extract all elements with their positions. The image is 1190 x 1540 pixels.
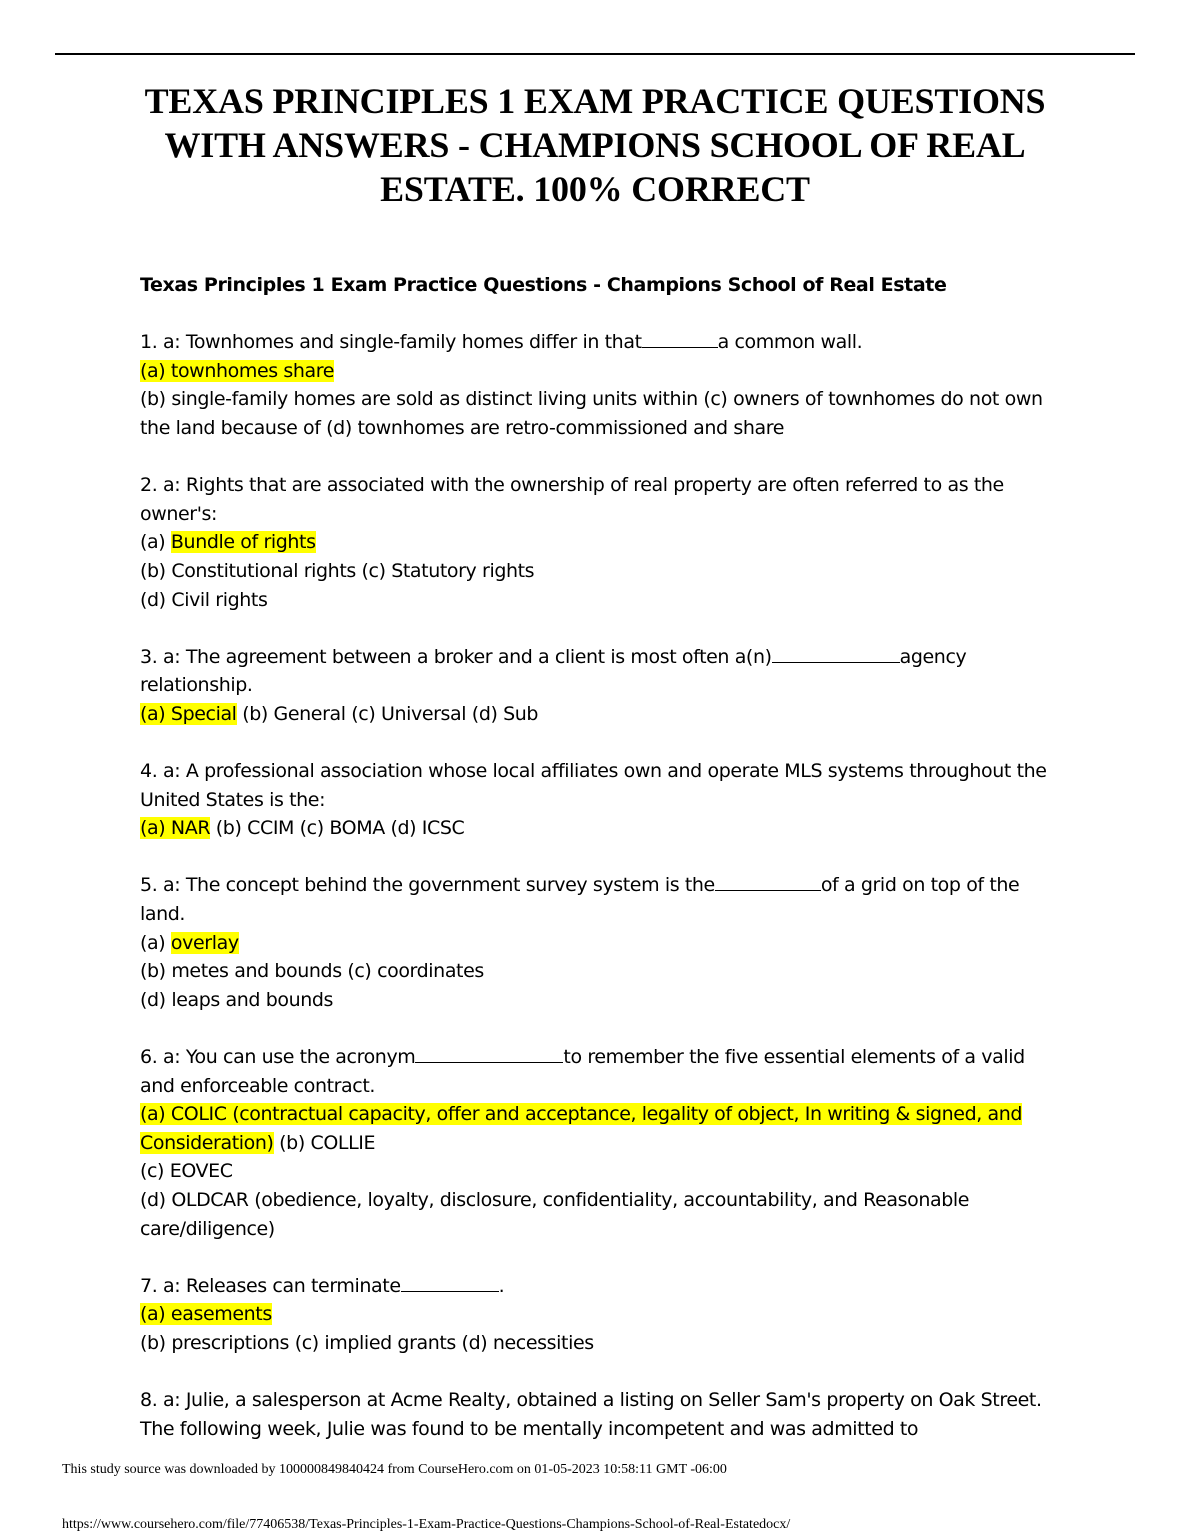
answer-line: (a) Bundle of rights	[140, 531, 316, 554]
other-options: (b) COLLIE	[273, 1131, 376, 1154]
answer-line	[140, 1100, 1060, 1157]
question-text: 6. a: You can use the acronym to remember the five essential elements of a valid and enforceable contract.	[140, 1046, 1025, 1097]
footer-source-note: This study source was downloaded by 100000849840424 from CourseHero.com on 01-05-2023 10:58:11 GMT -06:00	[62, 1462, 727, 1477]
other-options: (d) Civil rights	[140, 588, 268, 611]
correct-answer: (a) easements	[140, 1303, 272, 1326]
correct-answer: overlay	[170, 931, 239, 954]
answer-blank	[772, 644, 900, 663]
correct-answer: (a) NAR	[140, 817, 211, 840]
document-title: TEXAS PRINCIPLES 1 EXAM PRACTICE QUESTIONS WITH ANSWERS - CHAMPIONS SCHOOL OF REAL ESTATE. 100% CORRECT	[144, 81, 1046, 209]
correct-answer: (a) COLIC (contractual capacity, offer and acceptance, legality of object, In writing & signed, and Consideration)	[140, 1103, 1023, 1154]
other-options: (d) leaps and bounds	[140, 988, 334, 1011]
other-options: (d) OLDCAR (obedience, loyalty, disclosure, confidentiality, accountability, and Reasonable care/diligence)	[140, 1189, 970, 1240]
question-text: 2. a: Rights that are associated with the ownership of real property are often referred to as the owner's:	[140, 474, 1004, 525]
top-rule	[55, 53, 1135, 55]
answer-line	[140, 1300, 1060, 1329]
question-text: 4. a: A professional association whose local affiliates own and operate MLS systems throughout the United States is the:	[140, 760, 1047, 811]
other-options: (b) CCIM (c) BOMA (d) ICSC	[210, 817, 465, 840]
question-text: 1. a: Townhomes and single-family homes differ in that a common wall.	[140, 331, 863, 354]
other-options: (c) EOVEC	[140, 1160, 233, 1183]
answer-blank	[401, 1273, 499, 1292]
document-subtitle: Texas Principles 1 Exam Practice Questions - Champions School of Real Estate	[140, 274, 947, 296]
other-options: (b) Constitutional rights (c) Statutory rights	[140, 559, 535, 582]
answer-line	[140, 700, 1060, 729]
question-6	[140, 1043, 1060, 1243]
correct-answer: (a) Special	[140, 702, 237, 725]
other-options: (b) metes and bounds (c) coordinates	[140, 960, 484, 983]
answer-blank	[642, 329, 718, 348]
question-3	[140, 643, 1060, 729]
question-text: 5. a: The concept behind the government survey system is the of a grid on top of the land.	[140, 874, 1020, 926]
document-body	[140, 271, 1060, 1443]
answer-line	[140, 814, 1060, 843]
answer-line: (a) overlay	[140, 931, 239, 954]
question-text: 8. a: Julie, a salesperson at Acme Realty, obtained a listing on Seller Sam's property on Oak Street. The following week, Julie was found to be mentally incompetent and was admitted to	[140, 1389, 1042, 1440]
question-8	[140, 1386, 1060, 1443]
other-options: (b) single-family homes are sold as distinct living units within (c) owners of townhomes do not own the land because of (d) townhomes are retro-commissioned and share	[140, 388, 1043, 439]
answer-blank	[415, 1044, 563, 1063]
question-4	[140, 757, 1060, 843]
question-1	[140, 328, 1060, 442]
question-text: 7. a: Releases can terminate .	[140, 1274, 505, 1297]
question-2	[140, 471, 1060, 614]
question-7	[140, 1272, 1060, 1358]
correct-answer: (a) townhomes share	[140, 359, 335, 382]
answer-blank	[715, 872, 821, 891]
correct-answer: Bundle of rights	[170, 531, 316, 554]
footer-url: https://www.coursehero.com/file/77406538/Texas-Principles-1-Exam-Practice-Questions-Champions-School-of-Real-Estatedocx/	[62, 1517, 791, 1532]
other-options: (b) prescriptions (c) implied grants (d) necessities	[140, 1331, 594, 1354]
answer-line	[140, 357, 1060, 386]
question-5	[140, 871, 1060, 1014]
question-text: 3. a: The agreement between a broker and a client is most often a(n) agency relationship.	[140, 645, 967, 697]
other-options: (b) General (c) Universal (d) Sub	[236, 702, 539, 725]
